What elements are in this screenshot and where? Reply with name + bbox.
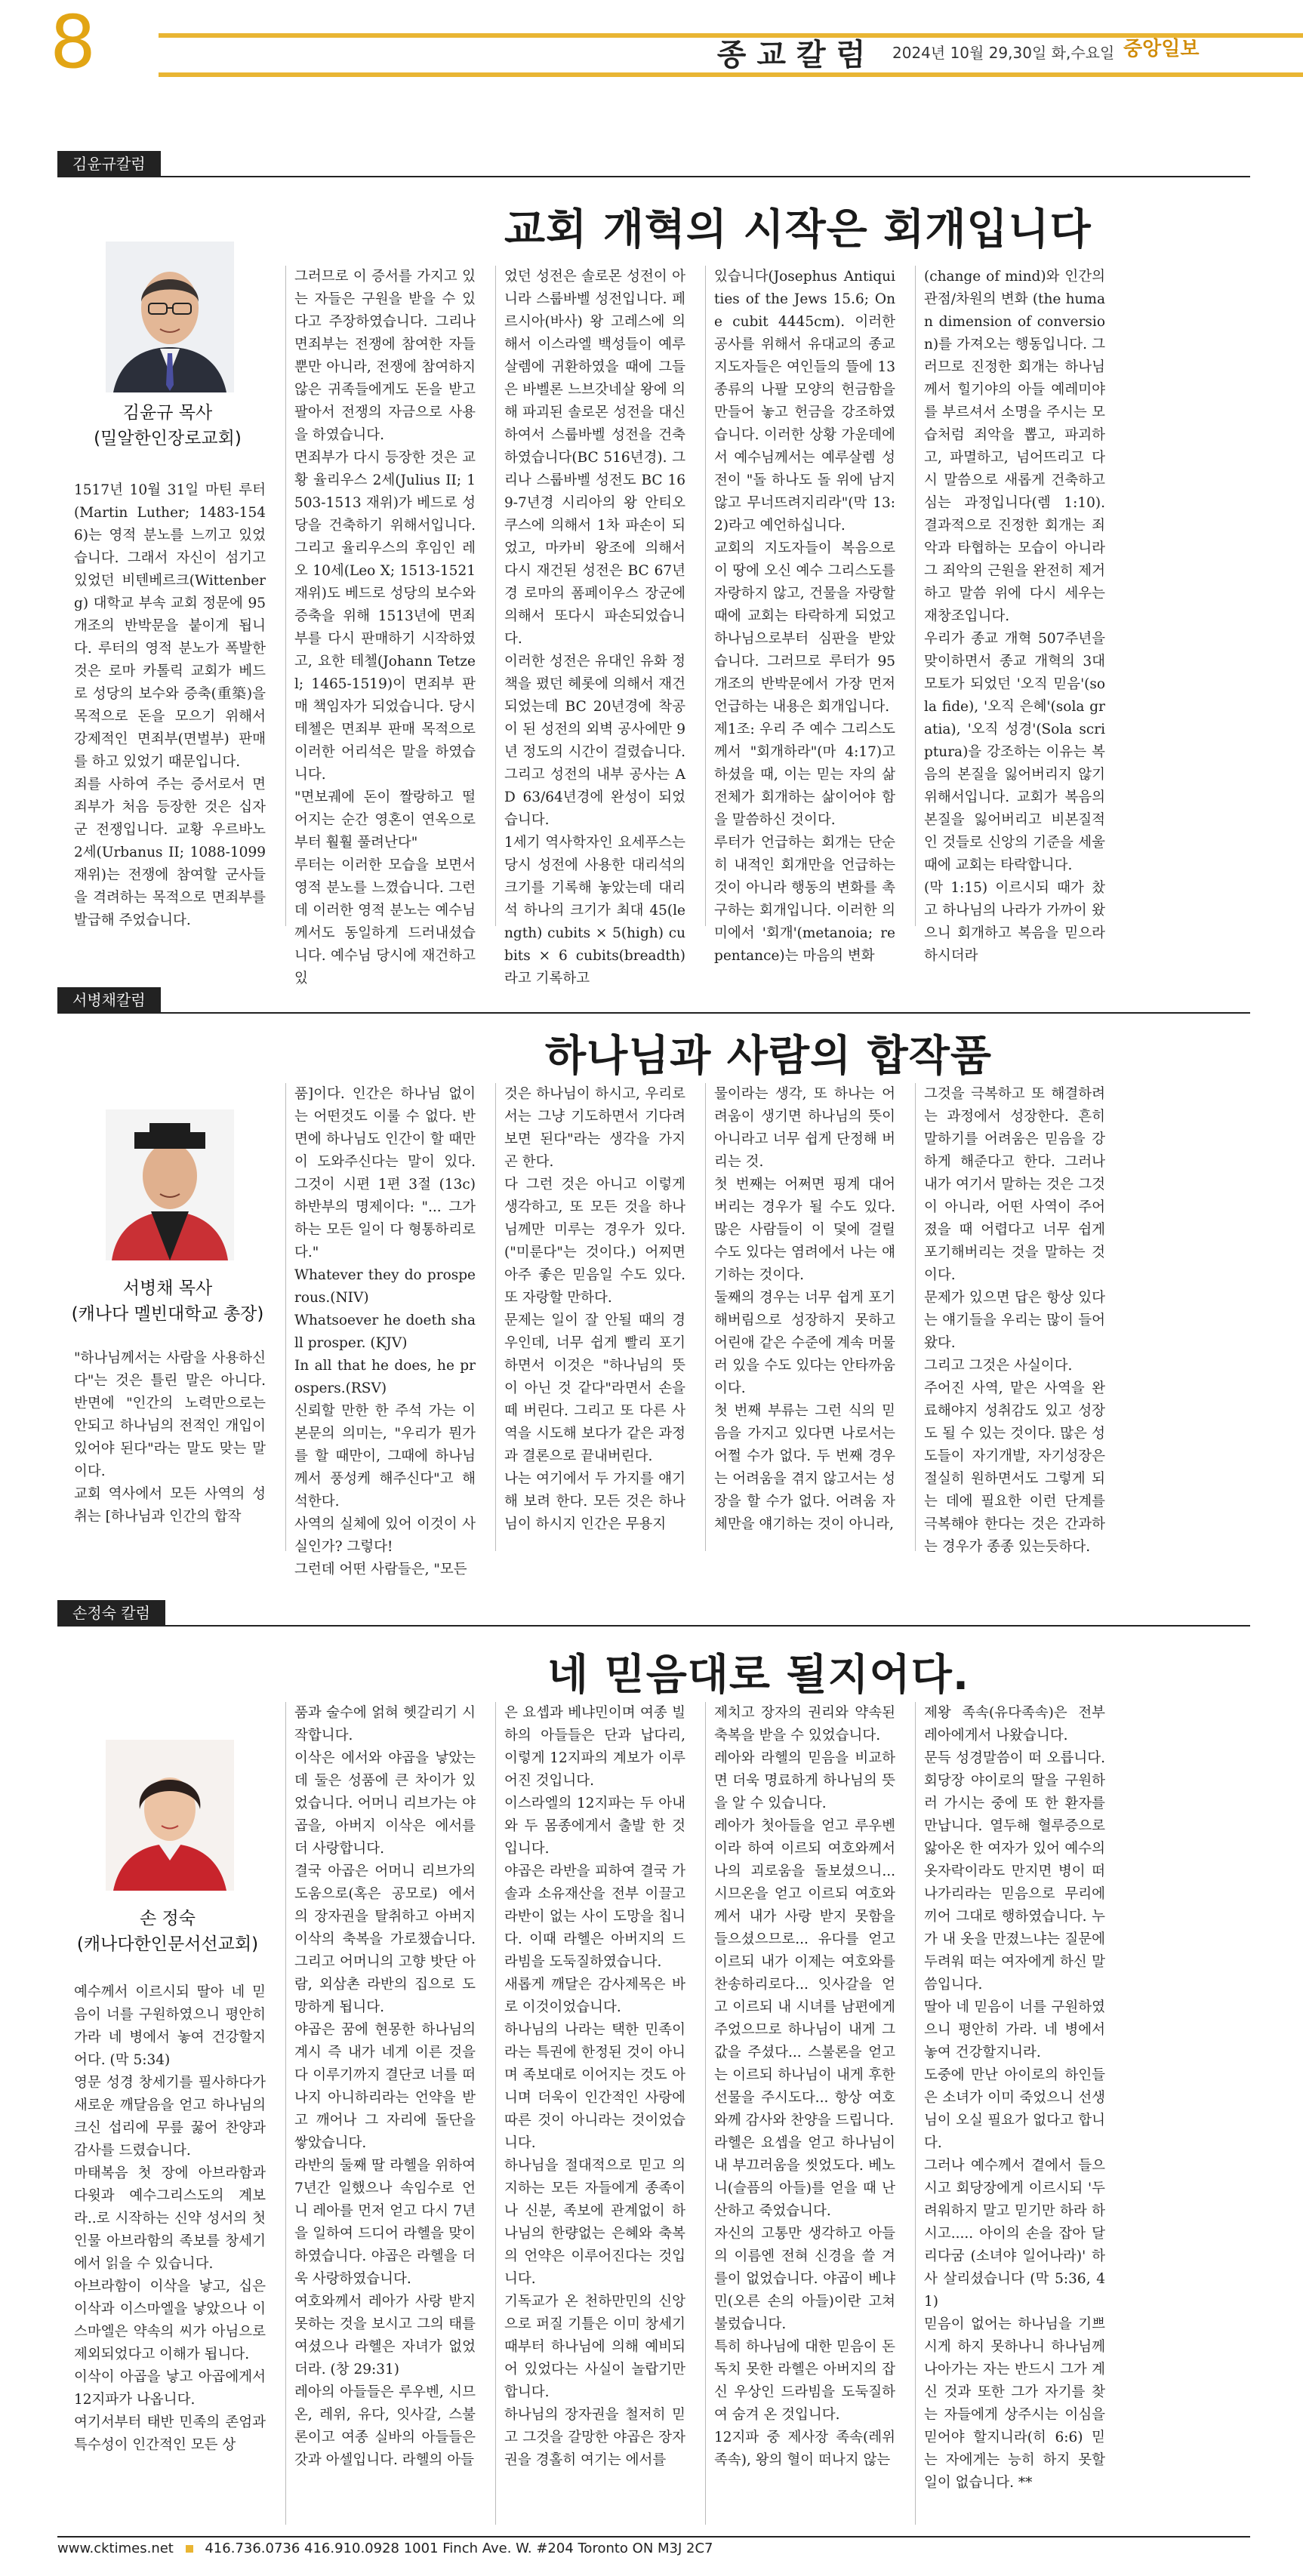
- column-divider: [495, 1083, 496, 1551]
- section-rule: [57, 176, 1250, 177]
- column-divider: [495, 266, 496, 926]
- issue-date: 2024년 10월 29,30일 화,수요일: [892, 44, 1115, 62]
- article-column: 그것을 극복하고 또 해결하려는 과정에서 성장한다. 흔히 말하기를 어려움은 믿음을 강하게 해준다고 한다. 그러나 내가 여기서 말하는 것은 그것이 아니라, 어떤 사역이 주어졌을 때 어렵다고 너무 쉽게 포기해버리는 것을 말하는 것이다. 문제가 있으면 답은 항상 있다는 얘기들을 우리는 많이 들어왔다. 그리고 그것은 사실이다. 주어진 사역, 맡은 사역을 완료해야지 성취감도 있고 성장도 될 수 있는 것이다. 많은 성도들이 자기개발, 자기성장은 절실히 원하면서도 그렇게 되는 데에 필요한 이런 단계를 극복해야 한다는 것은 간과하는 경우가 종종 있는듯하다.: [924, 1086, 1105, 1555]
- column-divider: [915, 1083, 916, 1551]
- article-column: 예수께서 이르시되 딸아 네 믿음이 너를 구원하였으니 평안히 가라 네 병에서 놓여 건강할지어다. (막 5:34) 영문 성경 창세기를 필사하다가 새로운 깨달음을 얻고 하나님의 크신 섭리에 무릎 꿇어 찬양과 감사를 드렸습니다. 마태복음 첫 장에 아브라함과 다윗과 예수그리스도의 계보라..로 시작하는 신약 성서의 첫 인물 아브라함의 족보를 창세기에서 읽을 수 있습니다. 아브라함이 이삭을 낳고, 십은 이삭과 이스마엘을 낳았으나 이스마엘은 약속의 씨가 아님으로 제외되었다고 이해가 됩니다. 이삭이 아곱을 낳고 아곱에게서 12지파가 나옵니다. 여기서부터 태반 민족의 존엄과 특수성이 인간적인 모든 상: [74, 1984, 266, 2453]
- article-column: 품]이다. 인간은 하나님 없이는 어떤것도 이룰 수 없다. 반면에 하나님도 인간이 할 때만이 도와주신다는 말이 있다. 그것이 시편 1편 3절 (13c) 하반부의 명제이다: "... 그가 하는 모든 일이 다 형통하리로다." Whatever they do prosperous.(NIV) Whatsoever he doeth shall prosper. (KJV) In all that he does, he prospers.(RSV) 신뢰할 만한 한 주석 가는 이 본문의 의미는, "우리가 뭔가를 할 때만이, 그때에 하나님께서 풍성케 해주신다"고 해석한다. 사역의 실체에 있어 이것이 사실인가? 그렇다! 그런데 어떤 사람들은, "모든: [294, 1086, 476, 1577]
- page-number: 8: [50, 0, 97, 85]
- column-divider: [915, 1702, 916, 2525]
- column-divider: [285, 1083, 286, 1551]
- article-column: 제왕 족속(유다족속)은 전부 레아에게서 나왔습니다. 문득 성경말씀이 떠 오릅니다. 회당장 야이로의 딸을 구원하러 가시는 중에 또 한 환자를 만납니다. 열두해 혈루증으로 앓아온 한 여자가 있어 예수의 옷자락이라도 만지면 병이 떠나가리라는 믿음으로 무리에 끼어 그대로 행하였습니다. 누가 내 옷을 만졌느냐는 질문에 두려워 떠는 여자에게 하신 말씀입니다. 딸아 네 믿음이 너를 구원하였으니 평안히 가라. 네 병에서 놓여 건강할지니라. 도중에 만난 아이로의 하인들은 소녀가 이미 죽었으니 선생님이 오실 필요가 없다고 합니다. 그러나 예수께서 곁에서 들으시고 회당장에게 이르시되 '두려워하지 말고 믿기만 하라 하시고..... 아이의 손을 잡아 달리다굼 (소녀야 일어나라)' 하사 살리셨습니다 (막 5:36, 41) 믿음이 없어는 하나님을 기쁘시게 하지 못하나니 하나님께 나아가는 자는 반드시 그가 계신 것과 또한 그가 자기를 찾는 자들에게 상주시는 이심을 믿어야 할지니라(히 6:6) 믿는 자에게는 능히 하지 못할 일이 없습니다. **: [924, 1705, 1105, 2491]
- headline: 교회 개혁의 시작은 회개입니다: [504, 205, 1092, 254]
- article-column: (change of mind)와 인간의 관점/차원의 변화 (the human dimension of conversion)를 가져오는 행동입니다. 그러므로 진정한 회개는 하나님께서 힐기야의 아들 예레미야를 부르셔서 소명을 주시는 모습처럼 죄악을 뽑고, 파괴하고, 파멸하고, 넘어뜨리고 다시 말씀으로 새롭게 건축하고 심는 과정입니다(렘 1:10). 결과적으로 진정한 회개는 죄악과 타협하는 모습이 아니라 그 죄악의 근원을 완전히 제거하고 말씀 위에 다시 세우는 재창조입니다. 우리가 종교 개혁 507주년을 맞이하면서 종교 개혁의 3대 모토가 되었던 '오직 믿음'(sola fide), '오직 은혜'(sola gratia), '오직 성경'(Sola scriptura)을 강조하는 이유는 복음의 본질을 잃어버리지 않기 위해서입니다. 교회가 복음의 본질을 잃어버리고 비본질적인 것들로 신앙의 기준을 세울 때에 교회는 타락합니다. (막 1:15) 이르시되 때가 찼고 하나님의 나라가 가까이 왔으니 회개하고 복음을 믿으라 하시더라: [924, 269, 1105, 964]
- section-rule: [57, 1625, 1250, 1627]
- article-column: 그러므로 이 증서를 가지고 있는 자들은 구원을 받을 수 있다고 주장하였습니다. 그리나 면죄부는 전쟁에 참여한 자들뿐만 아니라, 전쟁에 참여하지 않은 귀족들에게도 돈을 받고 팔아서 전쟁의 자금으로 사용을 하였습니다. 면죄부가 다시 등장한 것은 교황 율리우스 2세(Julius II; 1503-1513 재위)가 베드로 성당을 건축하기 위해서입니다. 그리고 율리우스의 후임인 레오 10세(Leo X; 1513-1521 재위)도 베드로 성당의 보수와 증축을 위해 1513년에 면죄부를 다시 판매하기 시작하였고, 요한 테첼(Johann Tetzel; 1465-1519)이 면죄부 판매 책임자가 되었습니다. 당시 테첼은 면죄부 판매 목적으로 이러한 어리석은 말을 하였습니다. "면보궤에 돈이 짤랑하고 떨어지는 순간 영혼이 연옥으로부터 훨훨 풀려난다" 루터는 이러한 모습을 보면서 영적 분노를 느꼈습니다. 그런데 이러한 영적 분노는 예수님께서도 동일하게 드러내셨습니다. 예수님 당시에 재건하고 있: [294, 269, 476, 986]
- column-divider: [705, 1702, 706, 2525]
- author-affiliation: (밀알한인장로교회): [94, 429, 242, 448]
- article-column: 것은 하나님이 하시고, 우리로서는 그냥 기도하면서 기다려 보면 된다"라는 생각을 가지곤 한다. 다 그런 것은 아니고 이렇게 생각하고, 또 모든 것을 하나님께만 미루는 경우가 있다. ("미룬다"는 것이다.) 어찌면 아주 좋은 믿음일 수도 있다. 또 자랑할 만하다. 문제는 일이 잘 안될 때의 경우인데, 너무 쉽게 빨리 포기하면서 이것은 "하나님의 뜻이 아닌 것 같다"라면서 손을 떼 버린다. 그리고 또 다른 사역을 시도해 보다가 같은 과정과 결론으로 끝내버린다. 나는 여기에서 두 가지를 얘기해 보려 한다. 모든 것은 하나님이 하시지 인간은 무용지: [504, 1086, 685, 1532]
- author-affiliation: (캐나다 멜빈대학교 총장): [71, 1304, 264, 1324]
- author-photo: [106, 1740, 234, 1891]
- author-byline: [54, 400, 281, 451]
- column-divider: [705, 266, 706, 926]
- author-photo: [106, 1109, 234, 1260]
- column-divider: [285, 266, 286, 926]
- author-photo: [106, 242, 234, 392]
- headline: 네 믿음대로 될지어다.: [547, 1651, 970, 1700]
- column-divider: [915, 266, 916, 926]
- author-byline: [54, 1906, 281, 1957]
- article-column: 은 요셉과 베냐민이며 여종 빌하의 아들들은 단과 납다리, 이렇게 12지파의 계보가 이루어진 것입니다. 이스라엘의 12지파는 두 아내와 두 몸종에게서 출발 한 것입니다. 야곱은 라반을 피하여 결국 가솔과 소유재산을 전부 이끌고 라반이 없는 사이 도망을 칩니다. 이때 라헬은 아버지의 드라빔을 도둑질하였습니다. 새롭게 깨달은 감사제목은 바로 이것이었습니다. 하나님의 나라는 택한 민족이라는 특권에 한정된 것이 아니며 족보대로 이어지는 것도 아니며 더욱이 인간적인 사랑에 따른 것이 아니라는 것이었습니다. 하나님을 절대적으로 믿고 의지하는 모든 자들에게 종족이나 신분, 족보에 관계없이 하나님의 한량없는 은혜와 축복의 언약은 이루어진다는 것입니다. 기독교가 온 천하만민의 신앙으로 퍼질 기틀은 이미 창세기 때부터 하나님에 의해 예비되어 있었다는 사실이 놀랍기만 합니다. 하나님의 장자권을 철저히 믿고 그것을 갈망한 야곱은 장자권을 경홀히 여기는 에서를: [504, 1705, 685, 2468]
- section-rule: [57, 1012, 1250, 1014]
- article-column: 었던 성전은 솔로몬 성전이 아니라 스룹바벨 성전입니다. 페르시아(바사) 왕 고레스에 의해서 이스라엘 백성들이 예루살렘에 귀환하였을 때에 그들은 바벨론 느브갓네살 왕에 의해 파괴된 솔로몬 성전을 대신하여서 스룹바벨 성전을 건축하였습니다(BC 516년경). 그리나 스룹바벨 성전도 BC 169-7년경 시리아의 왕 안티오쿠스에 의해서 1차 파손이 되었고, 마카비 왕조에 의해서 다시 재건된 성전은 BC 67년경 로마의 폼페이우스 장군에 의해서 또다시 파손되었습니다. 이러한 성전은 유대인 유화 정책을 폈던 헤롯에 의해서 재건되었는데 BC 20년경에 착공이 된 성전의 외벽 공사에만 9년 정도의 시간이 걸렸습니다. 그리고 성전의 내부 공사는 AD 63/64년경에 완성이 되었습니다. 1세기 역사학자인 요세푸스는 당시 성전에 사용한 대리석의 크기를 기록해 놓았는데 대리석 하나의 크기가 최대 45(length) cubits × 5(high) cubits × 6 cubits(breadth)라고 기록하고: [504, 269, 685, 986]
- footer-contact: 416.736.0736 416.910.0928 1001 Finch Ave. W. #204 Toronto ON M3J 2C7: [205, 2541, 713, 2556]
- column-divider: [285, 1702, 286, 2525]
- footer-site: www.cktimes.net: [57, 2541, 174, 2556]
- column-tag: 손정숙 칼럼: [57, 1600, 165, 1626]
- newspaper-logo: 중앙일보: [1123, 38, 1200, 60]
- headline: 하나님과 사람의 합작품: [545, 1032, 992, 1081]
- author-name: 김윤규 목사: [122, 403, 213, 423]
- column-divider: [705, 1083, 706, 1551]
- author-byline: [54, 1276, 281, 1327]
- article-column: 물이라는 생각, 또 하나는 어려움이 생기면 하나님의 뜻이 아니라고 너무 쉽게 단정해 버리는 것. 첫 번째는 어쩌면 핑계 대어 버리는 경우가 될 수도 있다. 많은 사람들이 이 덫에 걸릴 수도 있다는 염려에서 나는 얘기하는 것이다. 둘째의 경우는 너무 쉽게 포기해버림으로 성장하지 못하고 어린애 같은 수준에 계속 머물러 있을 수도 있다는 안타까움이다. 첫 번째 부류는 그런 식의 믿음을 가지고 있다면 나로서는 어쩔 수가 없다. 두 번째 경우는 어려움을 겪지 않고서는 성장을 할 수가 없다. 어려움 자체만을 얘기하는 것이 아니라,: [714, 1086, 895, 1532]
- phone-icon: [186, 2545, 193, 2553]
- author-affiliation: (캐나다한인문서선교회): [76, 1934, 259, 1954]
- column-divider: [495, 1702, 496, 2525]
- page-footer: [57, 2536, 1250, 2560]
- article-column: 1517년 10월 31일 마틴 루터(Martin Luther; 1483-1546)는 영적 분노를 느끼고 있었습니다. 그래서 자신이 섬기고 있었던 비텐베르크(Wittenberg) 대학교 부속 교회 정문에 95개조의 반박문을 붙이게 됩니다. 루터의 영적 분노가 폭발한 것은 로마 카톨릭 교회가 베드로 성당의 보수와 증축(重築)을 목적으로 돈을 모으기 위해서 강제적인 면죄부(면벌부) 판매를 하고 있었기 때문입니다. 죄를 사하여 주는 증서로서 면죄부가 처음 등장한 것은 십자군 전쟁입니다. 교황 우르바노 2세(Urbanus II; 1088-1099 재위)는 전쟁에 참여할 군사들을 격려하는 목적으로 면죄부를 발급해 주었습니다.: [74, 482, 266, 928]
- article-column: 품과 술수에 얽혀 헷갈리기 시작합니다. 이삭은 에서와 야곱을 낳았는데 둘은 성품에 큰 차이가 있었습니다. 어머니 리브가는 야곱을, 아버지 이삭은 에서를 더 사랑합니다. 결국 아곱은 어머니 리브가의 도움으로(혹은 공모로) 에서의 장자권을 탈취하고 아버지 이삭의 축복을 가로챘습니다. 그리고 어머니의 고향 밧단 아람, 외삼촌 라반의 집으로 도망하게 됩니다. 야곱은 꿈에 현몽한 하나님의 계시 즉 내가 네게 이른 것을 다 이루기까지 결단코 너를 떠나지 아니하리라는 언약을 받고 깨어나 그 자리에 돌단을 쌓았습니다. 라반의 둘째 딸 라헬을 위하여 7년간 일했으나 속임수로 언니 레아를 먼저 얻고 다시 7년을 일하여 드디어 라헬을 맞이하였습니다. 야곱은 라헬을 더욱 사랑하였습니다. 여호와께서 레아가 사랑 받지 못하는 것을 보시고 그의 태를 여셨으나 라헬은 자녀가 없었더라. (창 29:31) 레아의 아들들은 루우벤, 시므온, 레위, 유다, 잇사갈, 스불론이고 여종 실바의 아들들은 갓과 아셀입니다. 라헬의 아들: [294, 1705, 476, 2468]
- page-header: [0, 0, 1303, 94]
- article-column: "하나님께서는 사람을 사용하신다"는 것은 틀린 말은 아니다. 반면에 "인간의 노력만으로는 안되고 하나님의 전적인 개입이 있어야 된다"라는 말도 맞는 말이다. 교회 역사에서 모든 사역의 성취는 [하나님과 인간의 합작: [74, 1350, 266, 1525]
- column-tag: 김윤규칼럼: [57, 151, 161, 177]
- article-column: 제치고 장자의 권리와 약속된 축복을 받을 수 있었습니다. 레아와 라헬의 믿음을 비교하면 더욱 명료하게 하나님의 뜻을 알 수 있습니다. 레아가 첫아들을 얻고 루우벤이라 하여 이르되 여호와께서 나의 괴로움을 돌보셨으니... 시므온을 얻고 이르되 여호와께서 내가 사랑 받지 못함을 들으셨으므로... 유다를 얻고 이르되 내가 이제는 여호와를 찬송하리로다... 잇사갈을 얻고 이르되 내 시녀를 남편에게 주었으므로 하나님이 내게 그 값을 주셨다... 스불론을 얻고는 이르되 하나님이 내게 후한 선물을 주시도다... 항상 여호와께 감사와 찬양을 드립니다. 라헬은 요셉을 얻고 하나님이 내 부끄러움을 씻었도다. 베노니(슬픔의 아들)를 얻을 때 난산하고 죽었습니다. 자신의 고통만 생각하고 아들의 이름엔 전혀 신경을 쓸 겨를이 없었습니다. 야곱이 베냐민(오른 손의 아들)이란 고쳐 불렀습니다. 특히 하나님에 대한 믿음이 돈독치 못한 라헬은 아버지의 잡신 우상인 드라빔을 도둑질하여 숨겨 온 것입니다. 12지파 중 제사장 족속(레위 족속), 왕의 혈이 떠나지 않는: [714, 1705, 895, 2468]
- author-name: 손 정숙: [140, 1909, 196, 1928]
- article-column: 있습니다(Josephus Antiquities of the Jews 15.6; One cubit 4445cm). 이러한 공사를 위해서 유대교의 종교 지도자들은 여인들의 뜰에 13종류의 나팔 모양의 헌금함을 만들어 놓고 헌금을 강조하였습니다. 이러한 상황 가운데에서 예수님께서는 예루살렘 성전이 "돌 하나도 돌 위에 남지 않고 무너뜨려지리라"(막 13:2)라고 예언하십니다. 교회의 지도자들이 복음으로 이 땅에 오신 예수 그리스도를 자랑하지 않고, 건물을 자랑할 때에 교회는 타락하게 되었고 하나님으로부터 심판을 받았습니다. 그러므로 루터가 95개조의 반박문에서 가장 먼저 언급하는 내용은 회개입니다. 제1조: 우리 주 예수 그리스도께서 "회개하라"(마 4:17)고 하셨을 때, 이는 믿는 자의 삶 전체가 회개하는 삶이어야 함을 말씀하신 것이다. 루터가 언급하는 회개는 단순히 내적인 회개만을 언급하는 것이 아니라 행동의 변화를 촉구하는 회개입니다. 이러한 의미에서 '회개'(metanoia; repentance)는 마음의 변화: [714, 269, 895, 964]
- column-tag: 서병채칼럼: [57, 987, 161, 1013]
- author-name: 서병채 목사: [122, 1279, 213, 1298]
- section-title: 종교칼럼: [716, 38, 876, 72]
